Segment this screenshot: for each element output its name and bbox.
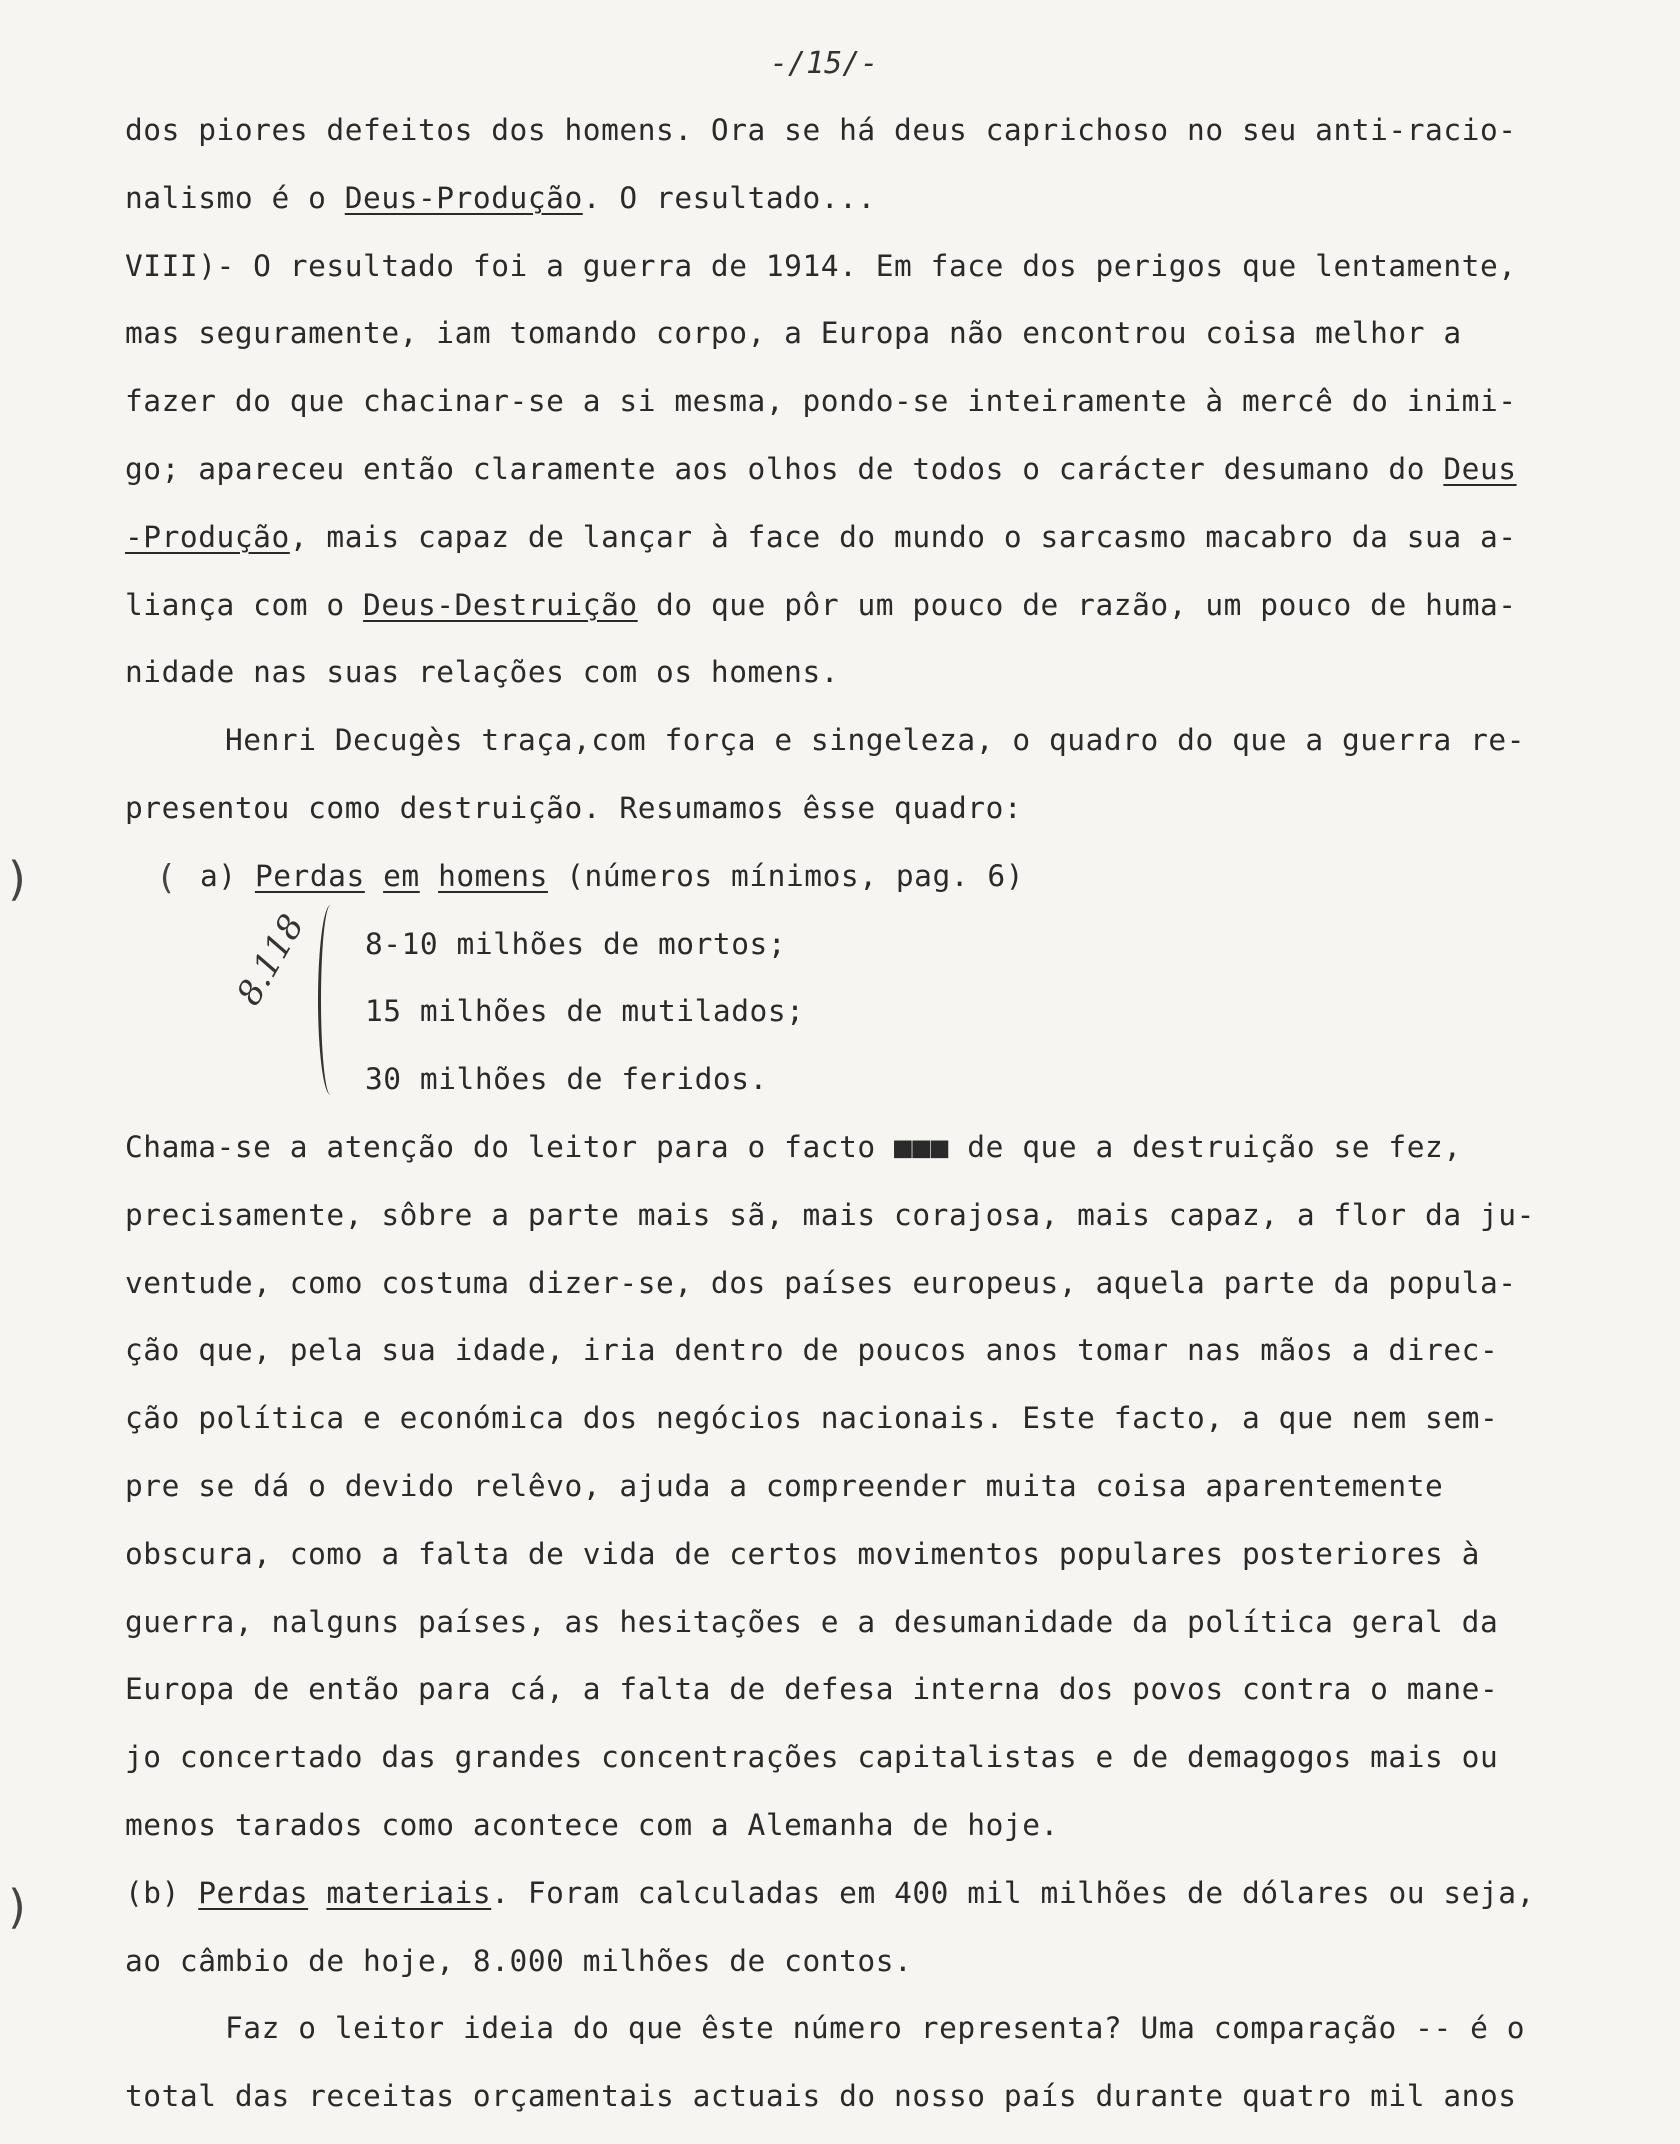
text-line xyxy=(200,856,1024,896)
text-span: guerra, nalguns países, as hesitações e a desumanidade da política geral da xyxy=(125,1604,1499,1639)
text-span: Europa de então para cá, a falta de defesa interna dos povos contra o mane- xyxy=(125,1672,1499,1707)
text-span: mas seguramente, iam tomando corpo, a Europa não encontrou coisa melhor a xyxy=(125,316,1462,351)
text-line xyxy=(125,1534,1480,1574)
text-span: VIII)- O resultado foi a guerra de 1914. Em face dos perigos que lentamente, xyxy=(125,248,1517,283)
text-span: jo concertado das grandes concentrações capitalistas e de demagogos mais ou xyxy=(125,1740,1499,1775)
text-span: dos piores defeitos dos homens. Ora se há deus caprichoso no seu anti-racio- xyxy=(125,113,1517,147)
text-span: . O resultado... xyxy=(582,180,876,215)
text-line xyxy=(125,2076,1517,2116)
text-line xyxy=(125,1805,1059,1845)
underlined-text: materiais xyxy=(326,1875,492,1910)
text-line xyxy=(125,381,1517,421)
text-span: . Foram calculadas em 400 mil milhões de dólares ou seja, xyxy=(491,1875,1535,1910)
text-span: ção que, pela sua idade, iria dentro de poucos anos tomar nas mãos a direc- xyxy=(125,1333,1499,1368)
page-number: -/15/- xyxy=(770,46,879,81)
underlined-text: em xyxy=(383,858,420,893)
text-line xyxy=(125,1127,1462,1167)
underlined-text: Deus-Produção xyxy=(344,180,583,215)
text-line xyxy=(125,178,876,218)
text-span: (números mínimos, pag. 6) xyxy=(547,858,1025,893)
text-span: pre se dá o devido relêvo, ajuda a compreender muita coisa aparentemente xyxy=(125,1469,1444,1503)
text-line xyxy=(125,1398,1498,1438)
text-span: (b) xyxy=(125,1875,199,1910)
text-span: do que pôr um pouco de razão, um pouco de huma- xyxy=(637,587,1517,622)
underlined-text: homens xyxy=(438,858,548,893)
text-span xyxy=(365,859,383,893)
text-span: presentou como destruição. Resumamos êsse quadro: xyxy=(125,791,1023,825)
text-line xyxy=(125,1602,1498,1642)
text-span xyxy=(420,859,438,893)
underlined-text: Deus-Destruição xyxy=(363,587,638,622)
handwritten-paren: ( xyxy=(160,858,174,898)
text-span: total das receitas orçamentais actuais do nosso país durante quatro mil anos xyxy=(125,2079,1517,2114)
text-line xyxy=(365,924,786,964)
text-line xyxy=(125,246,1517,286)
text-span: Faz o leitor ideia do que êste número representa? Uma comparação -- é o xyxy=(225,2011,1526,2046)
text-span: nidade nas suas relações com os homens. xyxy=(125,655,840,690)
text-line xyxy=(125,1737,1498,1777)
text-line xyxy=(125,517,1517,557)
underlined-text: Perdas xyxy=(198,1875,309,1910)
text-line xyxy=(125,1330,1498,1370)
text-span: precisamente, sôbre a parte mais sã, mais corajosa, mais capaz, a flor da ju- xyxy=(125,1197,1535,1232)
text-line xyxy=(365,1059,768,1099)
underlined-text: Deus xyxy=(1443,452,1517,486)
underlined-text: -Produção xyxy=(125,519,290,554)
text-span: a) xyxy=(200,858,255,893)
text-line xyxy=(125,1873,1535,1913)
text-span: obscura, como a falta de vida de certos movimentos populares posteriores à xyxy=(125,1536,1480,1571)
underlined-text: Perdas xyxy=(254,858,365,893)
text-line xyxy=(125,313,1462,353)
text-line xyxy=(125,788,1022,828)
text-line xyxy=(125,1669,1498,1709)
text-span: 15 milhões de mutilados; xyxy=(365,994,805,1029)
text-line xyxy=(125,652,839,692)
text-span: 8-10 milhões de mortos; xyxy=(365,926,787,961)
text-span: 30 milhões de feridos. xyxy=(365,1062,768,1097)
text-line xyxy=(225,720,1525,760)
text-line xyxy=(225,2008,1525,2048)
left-margin-hole-mark: ) xyxy=(8,852,26,906)
text-span: Henri Decugès traça,com força e singeleza, o quadro do que a guerra re- xyxy=(225,723,1526,758)
text-span: ao câmbio de hoje, 8.000 milhões de contos. xyxy=(125,1943,913,1978)
text-span: ção política e económica dos negócios nacionais. Este facto, a que nem sem- xyxy=(125,1401,1499,1436)
text-span: Chama-se a atenção do leitor para o facto ■■■ de que a destruição se fez, xyxy=(125,1130,1462,1164)
text-span: menos tarados como acontece com a Alemanha de hoje. xyxy=(125,1808,1059,1842)
text-span: ventude, como costuma dizer-se, dos países europeus, aquela parte da popula- xyxy=(125,1265,1517,1300)
text-span: go; apareceu então claramente aos olhos de todos o carácter desumano do xyxy=(125,452,1444,486)
text-line xyxy=(125,1466,1443,1506)
text-span xyxy=(308,1876,326,1910)
text-line xyxy=(125,1263,1517,1303)
text-span: fazer do que chacinar-se a si mesma, pondo-se inteiramente à mercê do inimi- xyxy=(125,384,1517,419)
margin-scribble: 8.118 xyxy=(229,907,313,1013)
left-margin-hole-mark: ) xyxy=(8,1880,26,1934)
text-span: , mais capaz de lançar à face do mundo o sarcasmo macabro da sua a- xyxy=(289,519,1517,554)
text-span: liança com o xyxy=(125,587,364,622)
text-line xyxy=(125,449,1517,489)
text-line xyxy=(125,110,1517,150)
text-span: nalismo é o xyxy=(125,180,345,215)
text-line xyxy=(365,991,804,1031)
text-line xyxy=(125,1195,1535,1235)
text-line xyxy=(125,1941,912,1981)
text-line xyxy=(125,585,1517,625)
handwritten-bracket xyxy=(318,905,343,1095)
